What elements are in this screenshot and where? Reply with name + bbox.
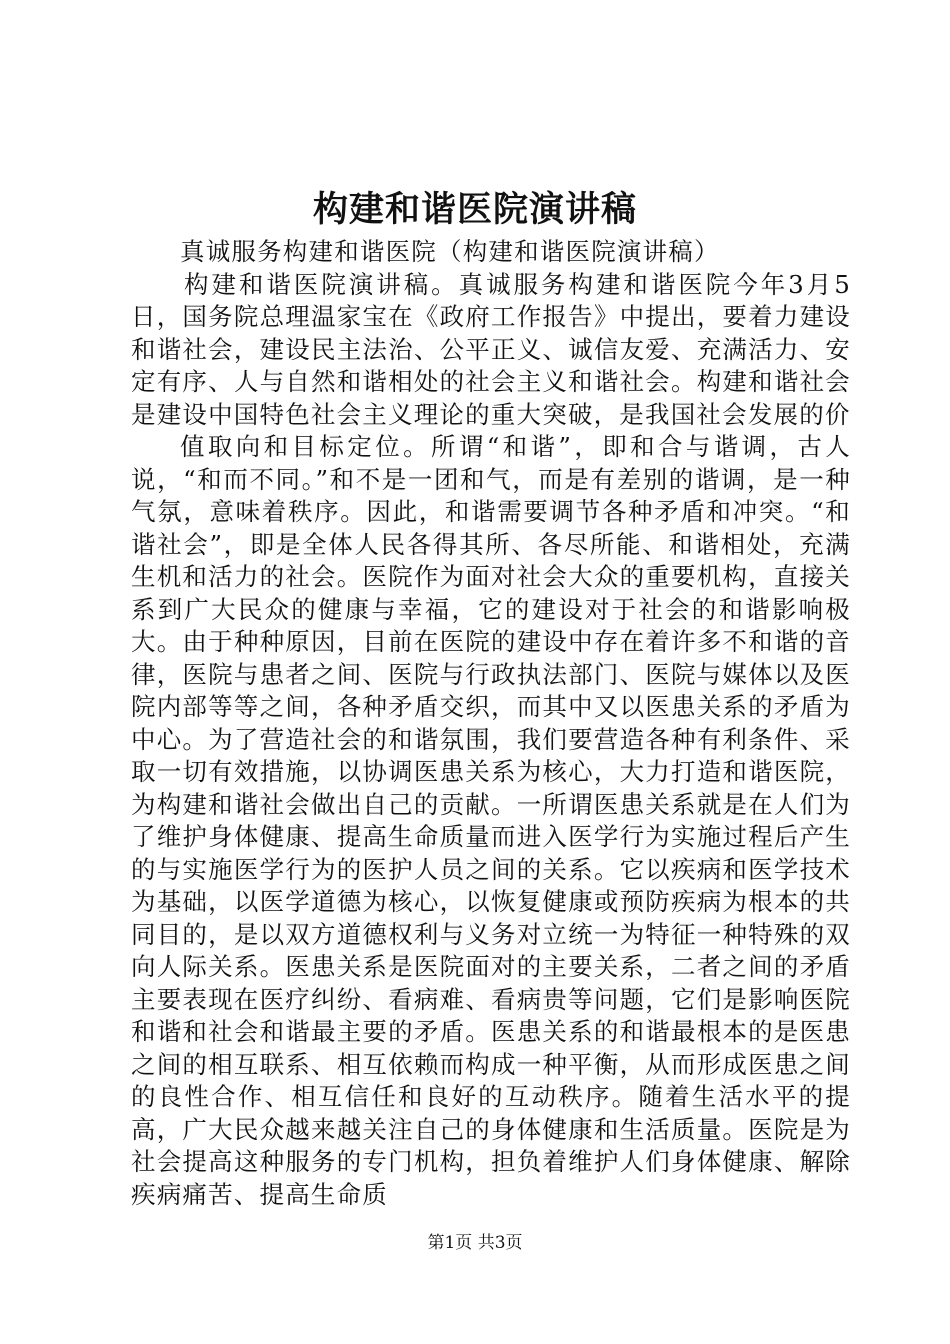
document-body <box>131 236 851 1211</box>
document-title: 构建和谐医院演讲稿 <box>312 189 637 230</box>
document-subtitle: 真诚服务构建和谐医院（构建和谐医院演讲稿） <box>180 237 720 266</box>
paragraph-1: 构建和谐医院演讲稿。真诚服务构建和谐医院今年3月5日，国务院总理温家宝在《政府工作报告》中提出，要着力建设和谐社会，建设民主法治、公平正义、诚信友爱、充满活力、安定有序、人与自然和谐相处的社会主义和谐社会。构建和谐社会是建设中国特色社会主义理论的重大突破，是我国社会发展的价 <box>131 269 851 429</box>
paragraph-2: 值取向和目标定位。所谓“和谐”，即和合与谐调，古人说，“和而不同。”和不是一团和气，而是有差别的谐调，是一种气氛，意味着秩序。因此，和谐需要调节各种矛盾和冲突。“和谐社会”，即是全体人民各得其所、各尽所能、和谐相处，充满生机和活力的社会。医院作为面对社会大众的重要机构，直接关系到广大民众的健康与幸福，它的建设对于社会的和谐影响极大。由于种种原因，目前在医院的建设中存在着许多不和谐的音律，医院与患者之间、医院与行政执法部门、医院与媒体以及医院内部等等之间，各种矛盾交织，而其中又以医患关系的矛盾为中心。为了营造社会的和谐氛围，我们要营造各种有利条件、采取一切有效措施，以协调医患关系为核心，大力打造和谐医院，为构建和谐社会做出自己的贡献。一所谓医患关系就是在人们为了维护身体健康、提高生命质量而进入医学行为实施过程后产生的与实施医学行为的医护人员之间的关系。它以疾病和医学技术为基础，以医学道德为核心，以恢复健康或预防疾病为根本的共同目的，是以双方道德权利与义务对立统一为特征一种特殊的双向人际关系。医患关系是医院面对的主要关系，二者之间的矛盾主要表现在医疗纠纷、看病难、看病贵等问题，它们是影响医院和谐和社会和谐最主要的矛盾。医患关系的和谐最根本的是医患之间的相互联系、相互依赖而构成一种平衡，从而形成医患之间的良性合作、相互信任和良好的互动秩序。随着生活水平的提高，广大民众越来越关注自己的身体健康和生活质量。医院是为社会提高这种服务的专门机构，担负着维护人们身体健康、解除疾病痛苦、提高生命质 <box>131 432 851 1209</box>
page-footer: 第1页 共3页 <box>427 1233 523 1253</box>
